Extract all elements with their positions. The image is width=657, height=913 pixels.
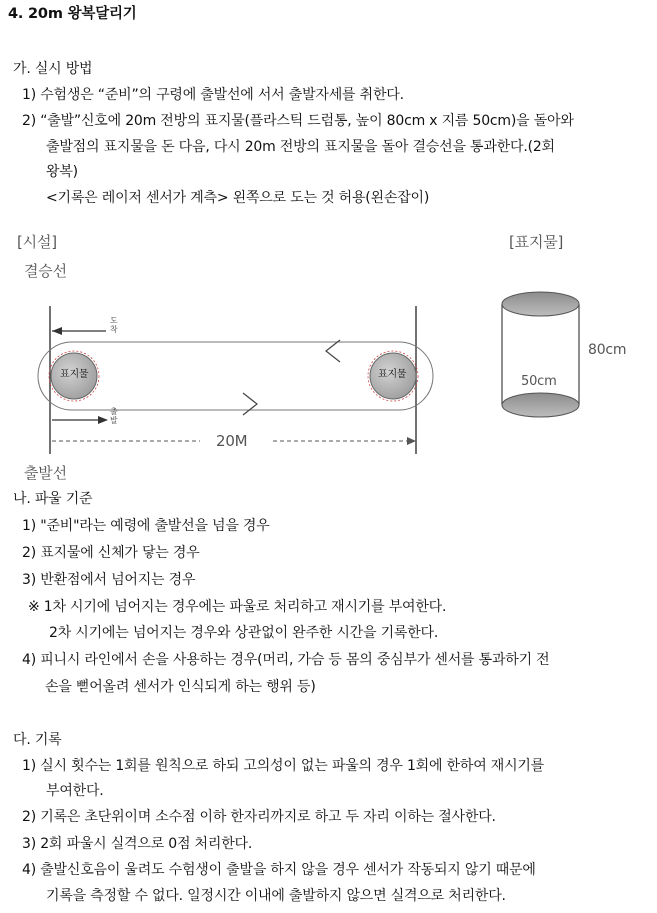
section-c-item-4: 4) 출발신호음이 울려도 수험생이 출발을 하지 않을 경우 센서가 작동되지 않기 때문에 [22,862,536,878]
section-b-note-2: 2차 시기에는 넘어지는 경우와 상관없이 완주한 시간을 기록한다. [49,625,439,641]
marker-text-right: 표지물 [378,369,407,380]
diameter-label: 50cm [521,374,557,389]
page-title: 4. 20m 왕복달리기 [8,6,137,22]
section-b-note-1: ※ 1차 시기에 넘어지는 경우에는 파울로 처리하고 재시기를 부여한다. [28,599,447,615]
section-a-item-2-cont2: 왕복) [46,164,78,180]
section-a-item-1: 1) 수험생은 “준비”의 구령에 출발선에 서서 출발자세를 취한다. [22,87,404,103]
height-label: 80cm [588,342,627,358]
section-b-item-2: 2) 표지물에 신체가 닿는 경우 [22,545,200,561]
section-b-item-4-cont: 손을 뻗어올려 센서가 인식되게 하는 행위 등) [45,679,316,695]
chevron-top [326,340,340,362]
section-a-heading: 가. 실시 방법 [13,61,93,77]
arrive-arrowhead [52,327,62,335]
cylinder-icon [502,292,579,417]
section-c-item-2: 2) 기록은 초단위이며 소수점 이하 한자리까지로 하고 두 자리 이하는 절사한다. [22,809,496,825]
section-b-item-1: 1) "준비"라는 예령에 출발선을 넘을 경우 [22,518,270,534]
marker-label: [표지물] [509,233,564,251]
start-line-label: 출발선 [24,464,67,482]
section-c-item-4-cont: 기록을 측정할 수 없다. 일정시간 이내에 출발하지 않으면 실격으로 처리한다. [46,888,506,904]
distance-label: 20M [216,432,248,450]
section-c-item-1: 1) 실시 횟수는 1회를 원칙으로 하되 고의성이 없는 파울의 경우 1회에 한하여 재시기를 [22,758,545,774]
distance-arrowhead [407,437,416,445]
section-a-item-2: 2) “출발”신호에 20m 전방의 표지물(플라스틱 드럼통, 높이 80cm x 지름 50cm)을 돌아와 [22,113,574,129]
section-a-note: <기록은 레이저 센서가 계측> 왼쪽으로 도는 것 허용(왼손잡이) [46,190,430,206]
depart-label: 출발 [110,407,118,425]
section-a-item-2-cont: 출발점의 표지물을 돈 다음, 다시 20m 전방의 표지물을 돌아 결승선을 통과한다.(2회 [46,139,555,155]
section-b-heading: 나. 파울 기준 [13,491,93,507]
arrive-label: 도착 [110,316,118,334]
section-b-item-4: 4) 피니시 라인에서 손을 사용하는 경우(머리, 가슴 등 몸의 중심부가 센서를 통과하기 전 [22,652,550,668]
finish-line-label: 결승선 [24,262,67,280]
section-c-item-1-cont: 부여한다. [46,783,104,799]
marker-text-left: 표지물 [60,369,89,380]
facility-label: [시설] [17,233,57,251]
chevron-bottom [243,393,257,415]
section-c-item-3: 3) 2회 파울시 실격으로 0점 처리한다. [22,836,253,852]
section-b-item-3: 3) 반환점에서 넘어지는 경우 [22,572,196,588]
section-c-heading: 다. 기록 [13,732,62,748]
depart-arrowhead [98,416,108,424]
